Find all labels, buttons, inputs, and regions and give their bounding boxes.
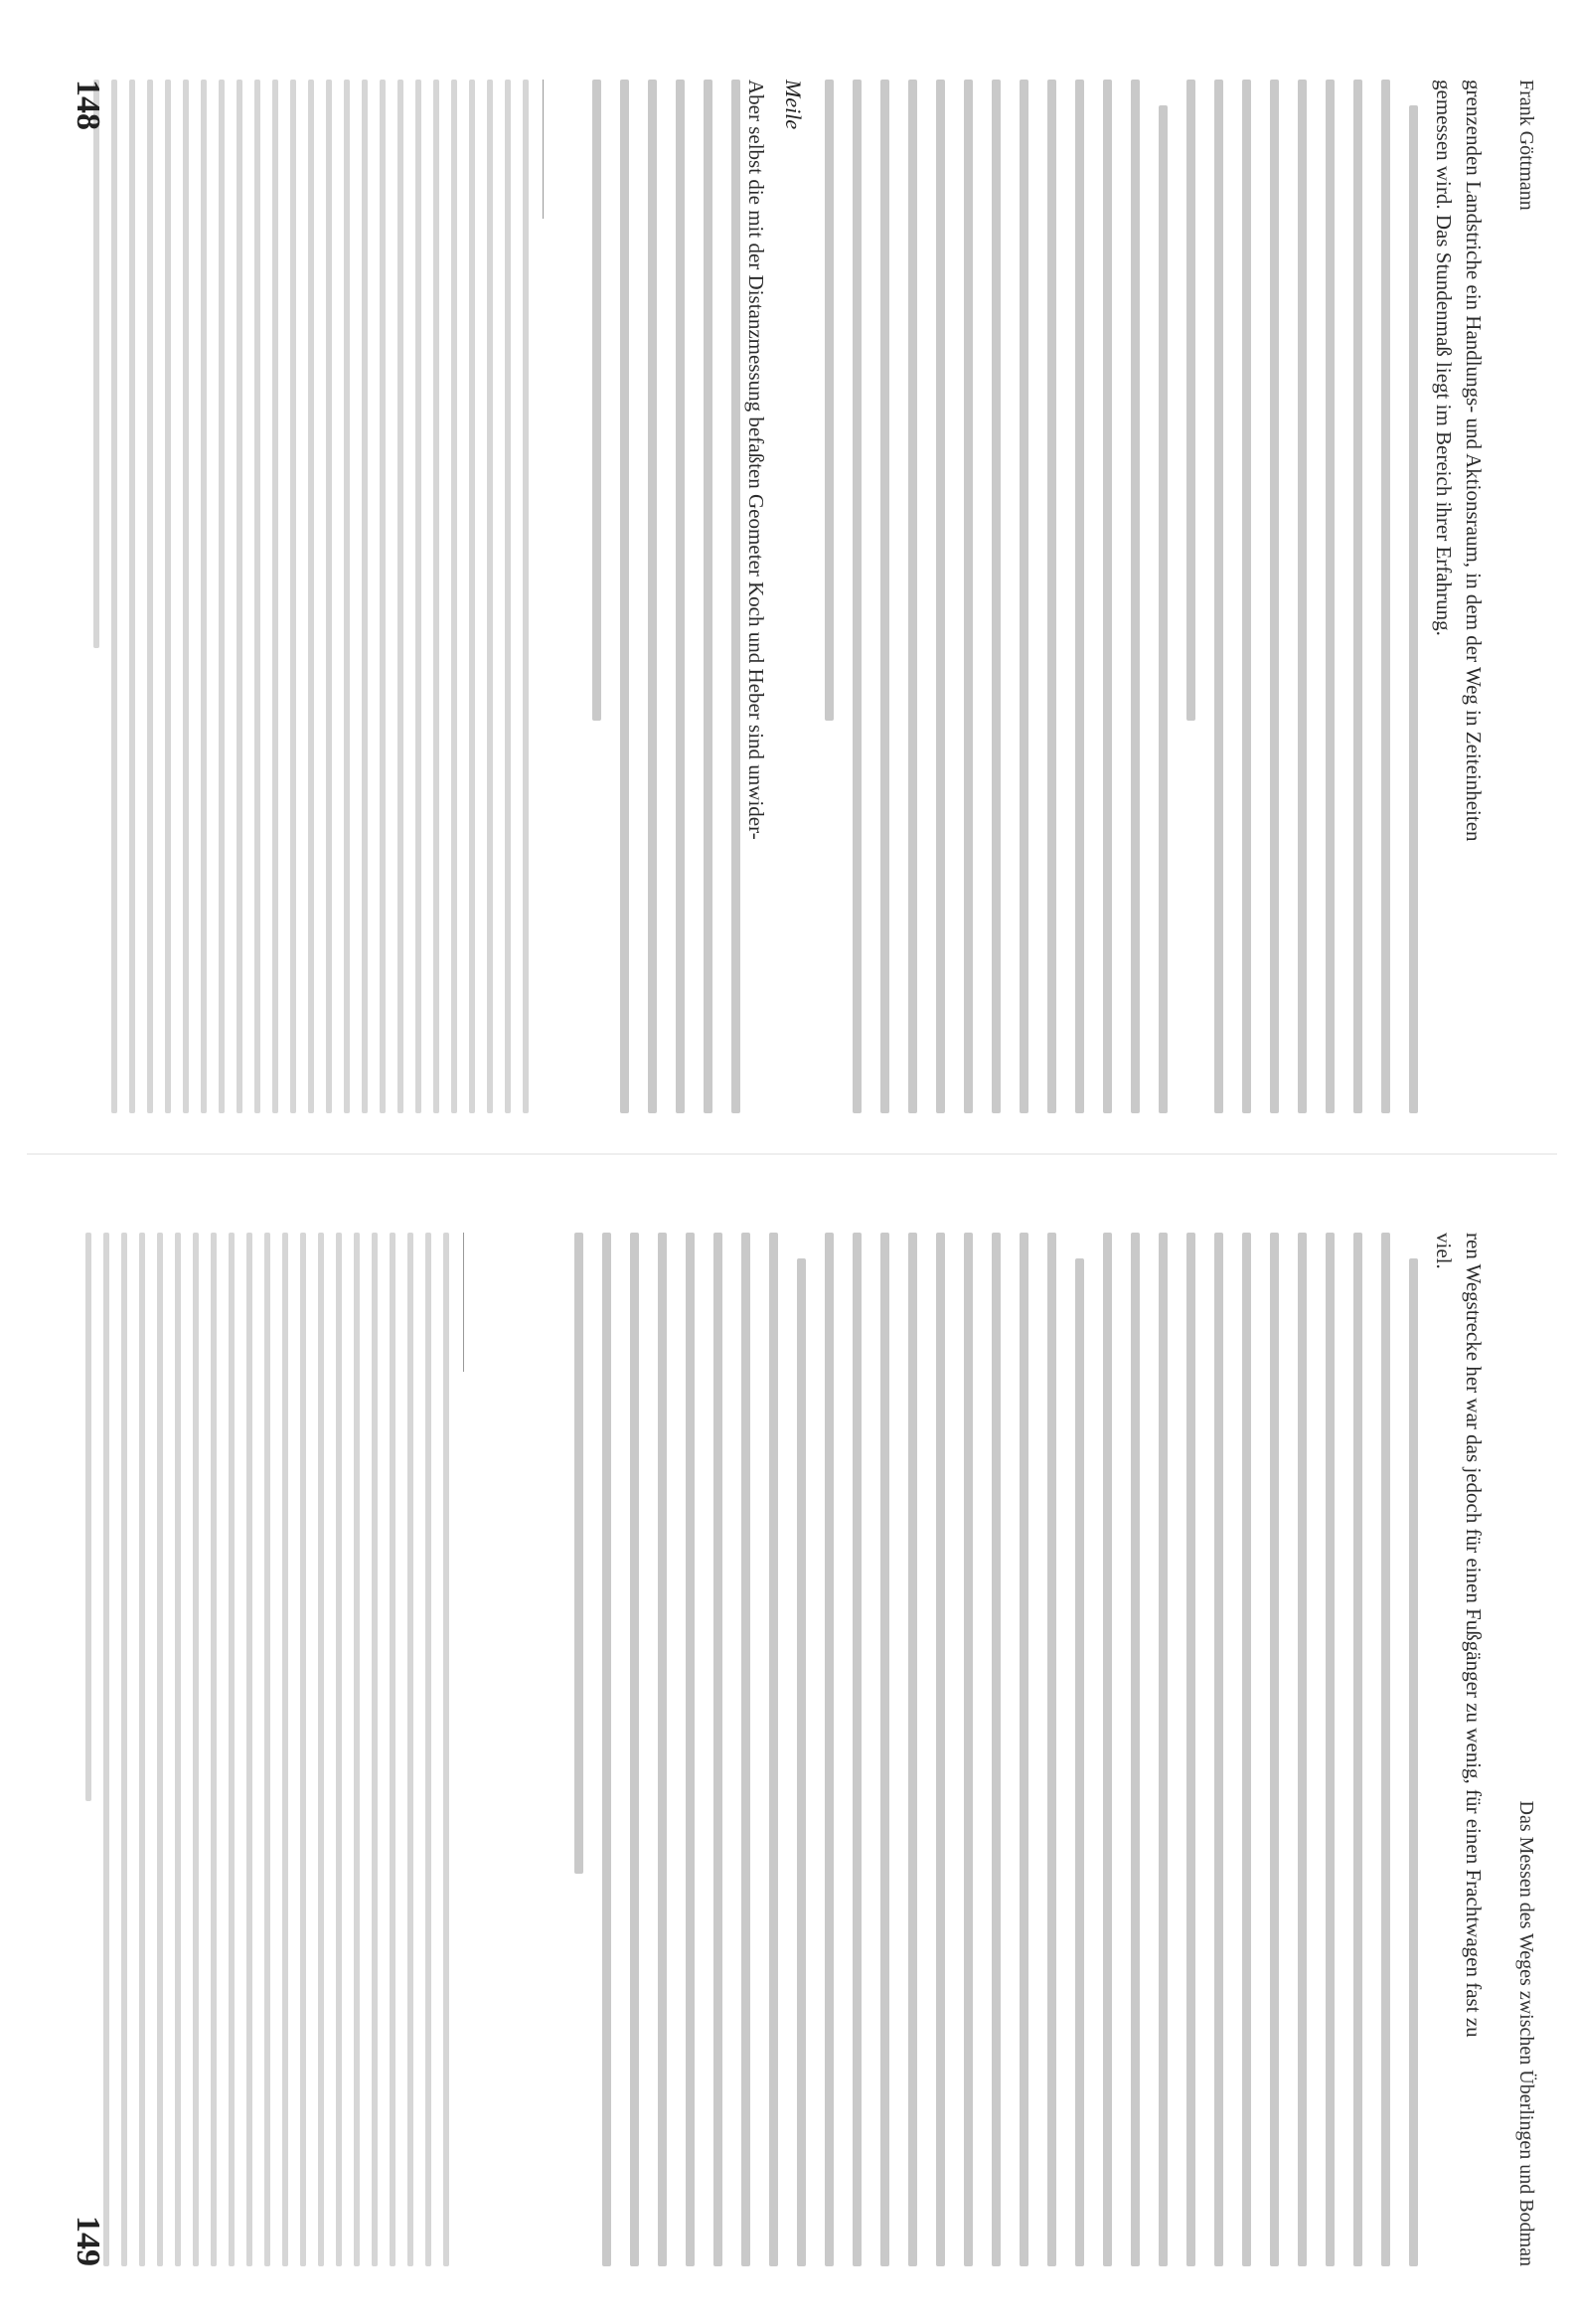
text-line-placeholder	[825, 1233, 834, 2266]
footnote-line-placeholder	[264, 1233, 270, 2266]
text-line-placeholder	[741, 1233, 750, 2266]
footnote-line-placeholder	[336, 1233, 342, 2266]
text-line-placeholder	[658, 1233, 667, 2266]
footnote-line-placeholder	[487, 80, 493, 1113]
text-line-placeholder	[713, 1233, 722, 2266]
text-line-placeholder	[964, 80, 973, 1113]
text-line-placeholder	[992, 1233, 1001, 2266]
text-line-placeholder	[648, 80, 657, 1113]
text-line-placeholder	[908, 1233, 917, 2266]
text-line-placeholder	[1298, 1233, 1307, 2266]
footnote-line-placeholder	[469, 80, 475, 1113]
text-line-placeholder	[1020, 80, 1028, 1113]
footnote-line-placeholder	[139, 1233, 145, 2266]
footnote-line-placeholder	[157, 1233, 163, 2266]
text-line-placeholder	[880, 1233, 889, 2266]
footnotes-right	[74, 1233, 464, 2266]
text-line-placeholder	[1409, 1258, 1418, 2266]
footnote-line-placeholder	[201, 80, 207, 1113]
text-line-placeholder	[731, 80, 740, 1113]
footnote-line-placeholder	[326, 80, 332, 1113]
footnote-line-placeholder	[219, 80, 225, 1113]
text-line-placeholder	[853, 1233, 862, 2266]
footnote-line-placeholder	[415, 80, 421, 1113]
footnote-line-placeholder	[175, 1233, 181, 2266]
footnote-line-placeholder	[121, 1233, 127, 2266]
footnote-line-placeholder	[308, 80, 314, 1113]
text-line-placeholder	[1186, 80, 1195, 721]
text-line-placeholder	[1214, 1233, 1223, 2266]
footnote-line-placeholder	[443, 1233, 449, 2266]
footnote-line-placeholder	[93, 80, 99, 648]
footnote-line-placeholder	[380, 80, 386, 1113]
text-line-placeholder	[1047, 80, 1056, 1113]
text-line-placeholder	[1381, 80, 1390, 1113]
body-text-line: Aber selbst die mit der Distanzmessung befaßten Geometer Koch und Heber sind unwider-	[744, 80, 768, 840]
text-line-placeholder	[1131, 1233, 1140, 2266]
running-head-right: Das Messen des Weges zwischen Überlingen und Bodman	[1515, 1800, 1537, 2266]
text-line-placeholder	[1103, 80, 1112, 1113]
body-text-line: viel.	[1432, 1233, 1456, 1269]
footnote-line-placeholder	[237, 80, 242, 1113]
footnote-line-placeholder	[372, 1233, 378, 2266]
text-line-placeholder	[769, 1233, 778, 2266]
running-head-left: Frank Göttmann	[1515, 80, 1537, 211]
text-line-placeholder	[936, 1233, 945, 2266]
footnote-line-placeholder	[290, 80, 296, 1113]
footnote-line-placeholder	[103, 1233, 109, 2266]
text-line-placeholder	[1270, 80, 1279, 1113]
footnote-line-placeholder	[344, 80, 350, 1113]
text-line-placeholder	[602, 1233, 611, 2266]
text-line-placeholder	[1242, 80, 1251, 1113]
footnote-line-placeholder	[246, 1233, 252, 2266]
text-line-placeholder	[1020, 1233, 1028, 2266]
text-line-placeholder	[797, 1258, 806, 2266]
body-text-line: ren Wegstrecke her war das jedoch für einen Fußgänger zu wenig, für einen Frachtwagen fast zu	[1462, 1233, 1486, 2038]
footnote-line-placeholder	[272, 80, 278, 1113]
footnote-line-placeholder	[425, 1233, 431, 2266]
text-line-placeholder	[964, 1233, 973, 2266]
footnote-line-placeholder	[254, 80, 260, 1113]
footnote-rule	[463, 1233, 464, 1372]
footnote-line-placeholder	[85, 1233, 91, 1801]
body-text-line: gemessen wird. Das Stundenmaß liegt im Bereich ihrer Erfahrung.	[1432, 80, 1456, 636]
text-line-placeholder	[686, 1233, 695, 2266]
left-page-body	[573, 80, 1488, 1113]
footnote-line-placeholder	[147, 80, 153, 1113]
section-heading: Meile	[781, 80, 806, 130]
footnote-line-placeholder	[354, 1233, 360, 2266]
text-line-placeholder	[592, 80, 601, 721]
text-line-placeholder	[1409, 105, 1418, 1113]
text-line-placeholder	[1298, 80, 1307, 1113]
left-page	[47, 80, 1537, 1113]
footnote-line-placeholder	[193, 1233, 199, 2266]
text-line-placeholder	[1159, 105, 1168, 1113]
text-line-placeholder	[1242, 1233, 1251, 2266]
text-line-placeholder	[908, 80, 917, 1113]
text-line-placeholder	[1326, 1233, 1335, 2266]
footnote-line-placeholder	[129, 80, 135, 1113]
footnote-line-placeholder	[282, 1233, 288, 2266]
footnote-line-placeholder	[362, 80, 368, 1113]
text-line-placeholder	[1353, 80, 1362, 1113]
text-line-placeholder	[676, 80, 685, 1113]
text-line-placeholder	[1159, 1233, 1168, 2266]
text-line-placeholder	[1381, 1233, 1390, 2266]
right-page	[47, 1233, 1537, 2266]
text-line-placeholder	[1353, 1233, 1362, 2266]
text-line-placeholder	[1075, 1258, 1084, 2266]
footnote-line-placeholder	[390, 1233, 395, 2266]
footnote-line-placeholder	[211, 1233, 217, 2266]
text-line-placeholder	[825, 80, 834, 721]
footnote-rule	[543, 80, 544, 219]
footnotes-left	[81, 80, 544, 1113]
text-line-placeholder	[1131, 80, 1140, 1113]
text-line-placeholder	[574, 1233, 583, 1874]
text-line-placeholder	[1075, 80, 1084, 1113]
text-line-placeholder	[1186, 1233, 1195, 2266]
text-line-placeholder	[936, 80, 945, 1113]
footnote-line-placeholder	[433, 80, 439, 1113]
text-line-placeholder	[1103, 1233, 1112, 2266]
text-line-placeholder	[620, 80, 629, 1113]
text-line-placeholder	[1214, 80, 1223, 1113]
footnote-line-placeholder	[451, 80, 457, 1113]
footnote-line-placeholder	[397, 80, 403, 1113]
right-page-body	[555, 1233, 1488, 2266]
text-line-placeholder	[1270, 1233, 1279, 2266]
footnote-line-placeholder	[318, 1233, 324, 2266]
footnote-line-placeholder	[300, 1233, 306, 2266]
text-line-placeholder	[1047, 1233, 1056, 2266]
gutter	[27, 1153, 1557, 1155]
footnote-line-placeholder	[229, 1233, 235, 2266]
text-line-placeholder	[880, 80, 889, 1113]
text-line-placeholder	[704, 80, 712, 1113]
text-line-placeholder	[1326, 80, 1335, 1113]
footnote-line-placeholder	[523, 80, 529, 1113]
body-text-line: grenzenden Landstriche ein Handlungs- und Aktionsraum, in dem der Weg in Zeiteinheiten	[1462, 80, 1486, 842]
footnote-line-placeholder	[183, 80, 189, 1113]
page-number-left: 148	[70, 80, 106, 130]
footnote-line-placeholder	[505, 80, 511, 1113]
footnote-line-placeholder	[111, 80, 117, 1113]
footnote-line-placeholder	[407, 1233, 413, 2266]
text-line-placeholder	[630, 1233, 639, 2266]
page-number-right: 149	[70, 2216, 106, 2266]
footnote-line-placeholder	[165, 80, 171, 1113]
text-line-placeholder	[853, 80, 862, 1113]
text-line-placeholder	[992, 80, 1001, 1113]
